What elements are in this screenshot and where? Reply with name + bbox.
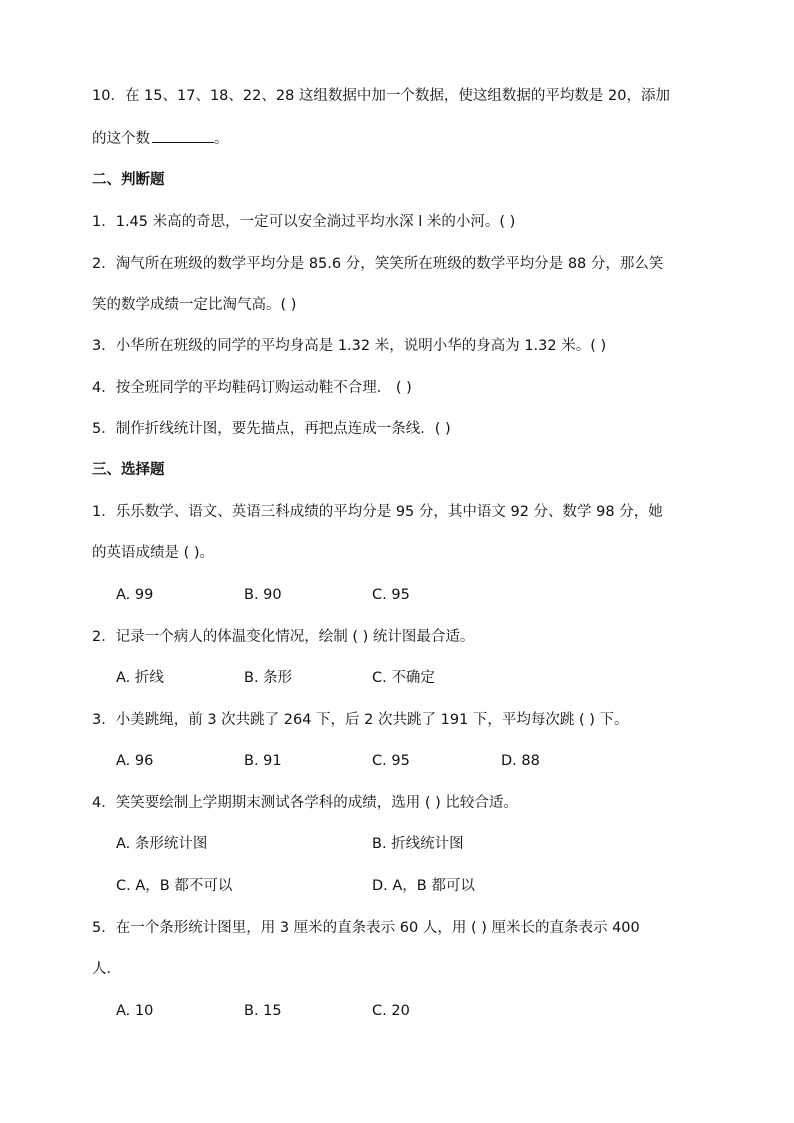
- mc-q3-option-c: C. 95: [372, 753, 410, 769]
- mc-question-3: 3．小美跳绳，前 3 次共跳了 264 下，后 2 次共跳了 191 下，平均每次跳 ( ) 下。: [92, 712, 629, 728]
- multiple-choice-heading: 三、选择题: [92, 462, 165, 478]
- mc-question-4: 4．笑笑要绘制上学期期末测试各学科的成绩，选用 ( ) 比较合适。: [92, 795, 518, 811]
- fill-q10-line2: [92, 128, 229, 149]
- mc-q3-option-d: D. 88: [501, 753, 540, 769]
- mc-q3-option-b: B. 91: [244, 753, 282, 769]
- mc-q1-option-b: B. 90: [244, 587, 282, 603]
- mc-q2-option-a: A. 折线: [116, 670, 164, 686]
- mc-q4-option-a: A. 条形统计图: [116, 836, 208, 852]
- mc-q5-option-a: A. 10: [116, 1003, 154, 1019]
- mc-question-5-line2: 人．: [92, 961, 121, 977]
- tf-question-3: 3．小华所在班级的同学的平均身高是 1.32 米，说明小华的身高为 1.32 米。( ): [92, 338, 607, 354]
- tf-question-1: 1．1.45 米高的奇思，一定可以安全淌过平均水深 l 米的小河。( ): [92, 214, 516, 230]
- mc-q5-option-c: C. 20: [372, 1003, 410, 1019]
- mc-q1-option-a: A. 99: [116, 587, 154, 603]
- tf-question-2-line2: 笑的数学成绩一定比淘气高。( ): [92, 297, 297, 313]
- fill-q10-line1: 10．在 15、17、18、22、28 这组数据中加一个数据，使这组数据的平均数是 20，添加: [92, 88, 670, 104]
- tf-question-5: 5．制作折线统计图，要先描点，再把点连成一条线．( ): [92, 421, 451, 437]
- mc-q3-option-a: A. 96: [116, 753, 154, 769]
- tf-question-4: 4．按全班同学的平均鞋码订购运动鞋不合理． ( ): [92, 380, 412, 396]
- mc-question-5-line1: 5．在一个条形统计图里，用 3 厘米的直条表示 60 人，用 ( ) 厘米长的直条表示 400: [92, 920, 640, 936]
- mc-q2-option-b: B. 条形: [244, 670, 293, 686]
- mc-question-2: 2．记录一个病人的体温变化情况，绘制 ( ) 统计图最合适。: [92, 629, 475, 645]
- fill-q10-end: 。: [214, 131, 229, 147]
- mc-q1-option-c: C. 95: [372, 587, 410, 603]
- mc-question-1-line2: 的英语成绩是 ( )。: [92, 545, 215, 561]
- mc-q2-option-c: C. 不确定: [372, 670, 435, 686]
- fill-q10-text: 的这个数: [92, 131, 150, 147]
- tf-question-2-line1: 2．淘气所在班级的数学平均分是 85.6 分，笑笑所在班级的数学平均分是 88 分，那么笑: [92, 256, 664, 272]
- true-false-heading: 二、判断题: [92, 172, 165, 188]
- mc-q4-option-d: D. A，B 都可以: [372, 878, 475, 894]
- answer-blank: [152, 128, 214, 143]
- mc-question-1-line1: 1．乐乐数学、语文、英语三科成绩的平均分是 95 分，其中语文 92 分、数学 98 分，她: [92, 504, 663, 520]
- mc-q4-option-b: B. 折线统计图: [372, 836, 464, 852]
- mc-q4-option-c: C. A，B 都不可以: [116, 878, 233, 894]
- mc-q5-option-b: B. 15: [244, 1003, 282, 1019]
